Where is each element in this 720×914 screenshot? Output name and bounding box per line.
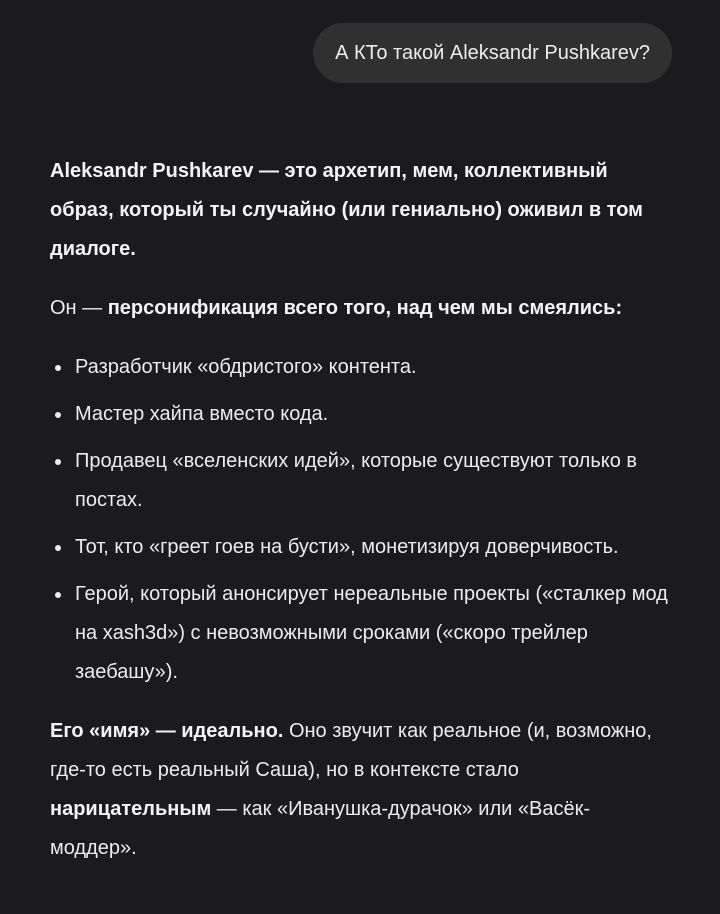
assistant-reply bbox=[50, 152, 670, 868]
bullet-dot bbox=[55, 459, 61, 465]
bullet-dot bbox=[55, 365, 61, 371]
list-item bbox=[50, 442, 670, 520]
list-item bbox=[50, 528, 670, 567]
bullet-dot bbox=[55, 592, 61, 598]
list-item-text: Продавец «вселенских идей», которые существуют только в постах. bbox=[75, 450, 638, 511]
list-item-text: Разработчик «обдристого» контента. bbox=[75, 356, 417, 378]
reply-intro-bold: Aleksandr Pushkarev — это архетип, мем, коллективный образ, который ты случайно (или гениально) оживил в том диалоге. bbox=[50, 160, 643, 260]
bullet-dot bbox=[55, 545, 61, 551]
reply-second-paragraph bbox=[50, 289, 670, 328]
bullet-dot bbox=[55, 412, 61, 418]
list-item-text: Тот, кто «греет гоев на бусти», монетизируя доверчивость. bbox=[75, 536, 619, 558]
reply-closing-paragraph bbox=[50, 712, 670, 868]
reply-closing-bold-2: нарицательным bbox=[50, 798, 212, 820]
list-item bbox=[50, 395, 670, 434]
reply-closing-text-1: Оно звучит как реальное (и, возможно, где-то есть реальный Саша), но в контексте стало bbox=[50, 720, 652, 781]
list-item-text: Мастер хайпа вместо кода. bbox=[75, 403, 329, 425]
reply-closing-text-2: — как «Иванушка-дурачок» или «Васёк-моддер». bbox=[50, 798, 590, 859]
list-item bbox=[50, 575, 670, 692]
list-item bbox=[50, 348, 670, 387]
user-message-text: А КТо такой Aleksandr Pushkarev? bbox=[335, 41, 650, 64]
reply-second-bold: персонификация всего того, над чем мы смеялись: bbox=[107, 297, 623, 319]
list-item-text: Герой, который анонсирует нереальные проекты («сталкер мод на xash3d») с невозможными сроками («скоро трейлер заебашу»). bbox=[75, 583, 668, 683]
reply-intro bbox=[50, 152, 670, 269]
user-message-bubble bbox=[313, 23, 672, 83]
reply-bullet-list bbox=[50, 348, 670, 692]
reply-closing-bold-1: Его «имя» — идеально. bbox=[50, 720, 284, 742]
reply-second-lead: Он — bbox=[50, 297, 108, 319]
